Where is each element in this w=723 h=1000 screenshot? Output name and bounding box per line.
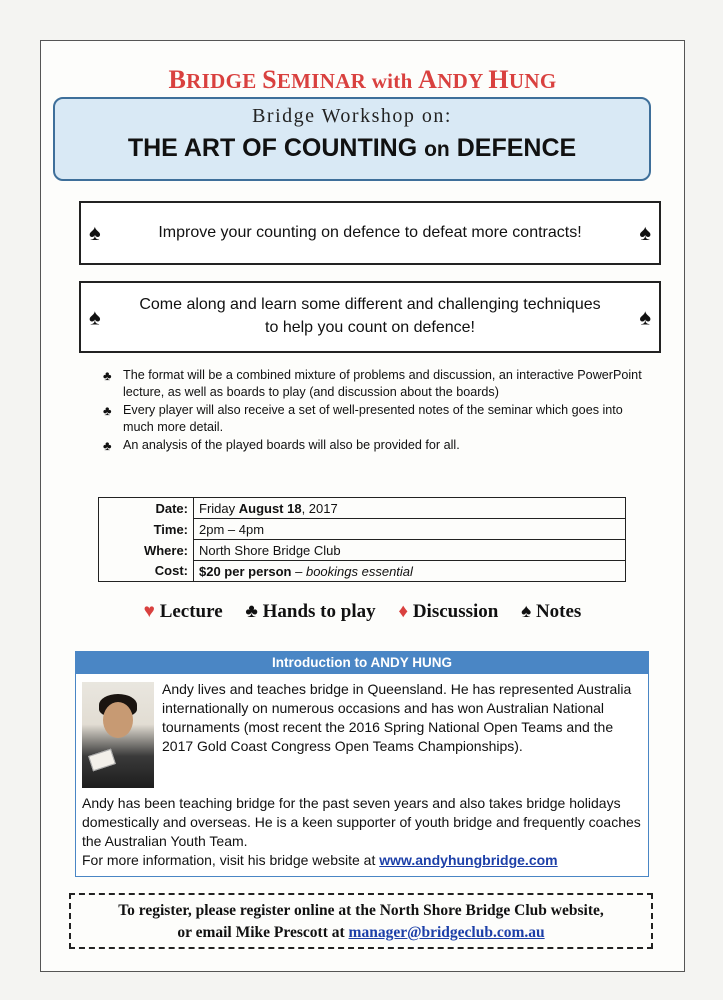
list-item: ♣ The format will be a combined mixture of problems and discussion, an interactive PowerPoint lecture, as well as boards to play (and discussion about the boards): [103, 368, 642, 399]
workshop-header-box: [53, 97, 651, 181]
register-line-1: To register, please register online at the North Shore Bridge Club website,: [118, 902, 604, 919]
heart-icon: ♥: [143, 601, 155, 622]
club-icon: ♣: [103, 438, 112, 453]
promo-line-2: to help you count on defence!: [265, 319, 475, 336]
spade-icon: ♠: [639, 304, 651, 330]
list-item: ♣ Every player will also receive a set of well-presented notes of the seminar which goes into much more detail.: [103, 403, 623, 434]
time-value: 2pm – 4pm: [194, 519, 626, 540]
table-row: [99, 519, 626, 540]
table-row: [99, 540, 626, 561]
cost-value: $20 per person – bookings essential: [194, 561, 626, 582]
feature-strip: [41, 601, 684, 623]
photo-cards: [88, 749, 116, 772]
register-box: [69, 893, 653, 949]
workshop-subtitle: Bridge Workshop on:: [252, 105, 452, 127]
email-link[interactable]: manager@bridgeclub.com.au: [348, 924, 545, 941]
flyer-page: [40, 40, 685, 972]
club-icon: ♣: [245, 601, 258, 622]
photo-face: [103, 702, 133, 738]
promo-box-improve: [79, 201, 661, 265]
promo-text: Improve your counting on defence to defeat more contracts!: [158, 224, 582, 241]
event-details-table: [98, 497, 626, 582]
promo-line-1: Come along and learn some different and challenging techniques: [139, 296, 601, 313]
intro-panel: [75, 651, 649, 877]
where-label: Where:: [99, 540, 194, 561]
spade-icon: ♠: [89, 304, 101, 330]
workshop-title: THE ART OF COUNTING on DEFENCE: [127, 134, 577, 162]
page-title: BRIDGE SEMINAR with ANDY HUNG: [168, 65, 557, 94]
register-line-2: or email Mike Prescott at manager@bridgeclub.com.au: [177, 924, 545, 941]
intro-paragraph-2: Andy has been teaching bridge for the past seven years and also takes bridge holidays domestically and overseas. He is a keen supporter of youth bridge and frequently coaches the Australian Youth Team. For more information, visit his bridge website at www.andyhungbridge.com: [82, 795, 641, 868]
table-row: [99, 561, 626, 582]
club-icon: ♣: [103, 403, 112, 418]
feature-hands: ♣ Hands to play: [245, 601, 376, 622]
format-bullet-list: [103, 367, 643, 455]
spade-icon: ♠: [639, 220, 651, 245]
promo-box-come-along: [79, 281, 661, 353]
intro-paragraph-1: Andy lives and teaches bridge in Queensland. He has represented Australia internationally on numerous occasions and has won Australian National tournaments (most recent the 2016 Spring National Open Teams and the 2017 Gold Coast Congress Open Teams Championships).: [162, 681, 632, 754]
avatar: [82, 682, 154, 788]
table-row: [99, 498, 626, 519]
spade-icon: ♠: [521, 601, 532, 622]
list-item: ♣ An analysis of the played boards will also be provided for all.: [103, 438, 460, 453]
intro-heading: Introduction to ANDY HUNG: [76, 652, 648, 674]
cost-label: Cost:: [99, 561, 194, 582]
diamond-icon: ♦: [398, 601, 409, 622]
feature-notes: ♠ Notes: [521, 601, 582, 622]
club-icon: ♣: [103, 368, 112, 383]
where-value: North Shore Bridge Club: [194, 540, 626, 561]
date-value: Friday August 18, 2017: [194, 498, 626, 519]
date-label: Date:: [99, 498, 194, 519]
feature-discussion: ♦ Discussion: [398, 601, 499, 622]
spade-icon: ♠: [89, 220, 101, 245]
time-label: Time:: [99, 519, 194, 540]
feature-lecture: ♥ Lecture: [143, 601, 223, 622]
website-link[interactable]: www.andyhungbridge.com: [379, 852, 558, 868]
